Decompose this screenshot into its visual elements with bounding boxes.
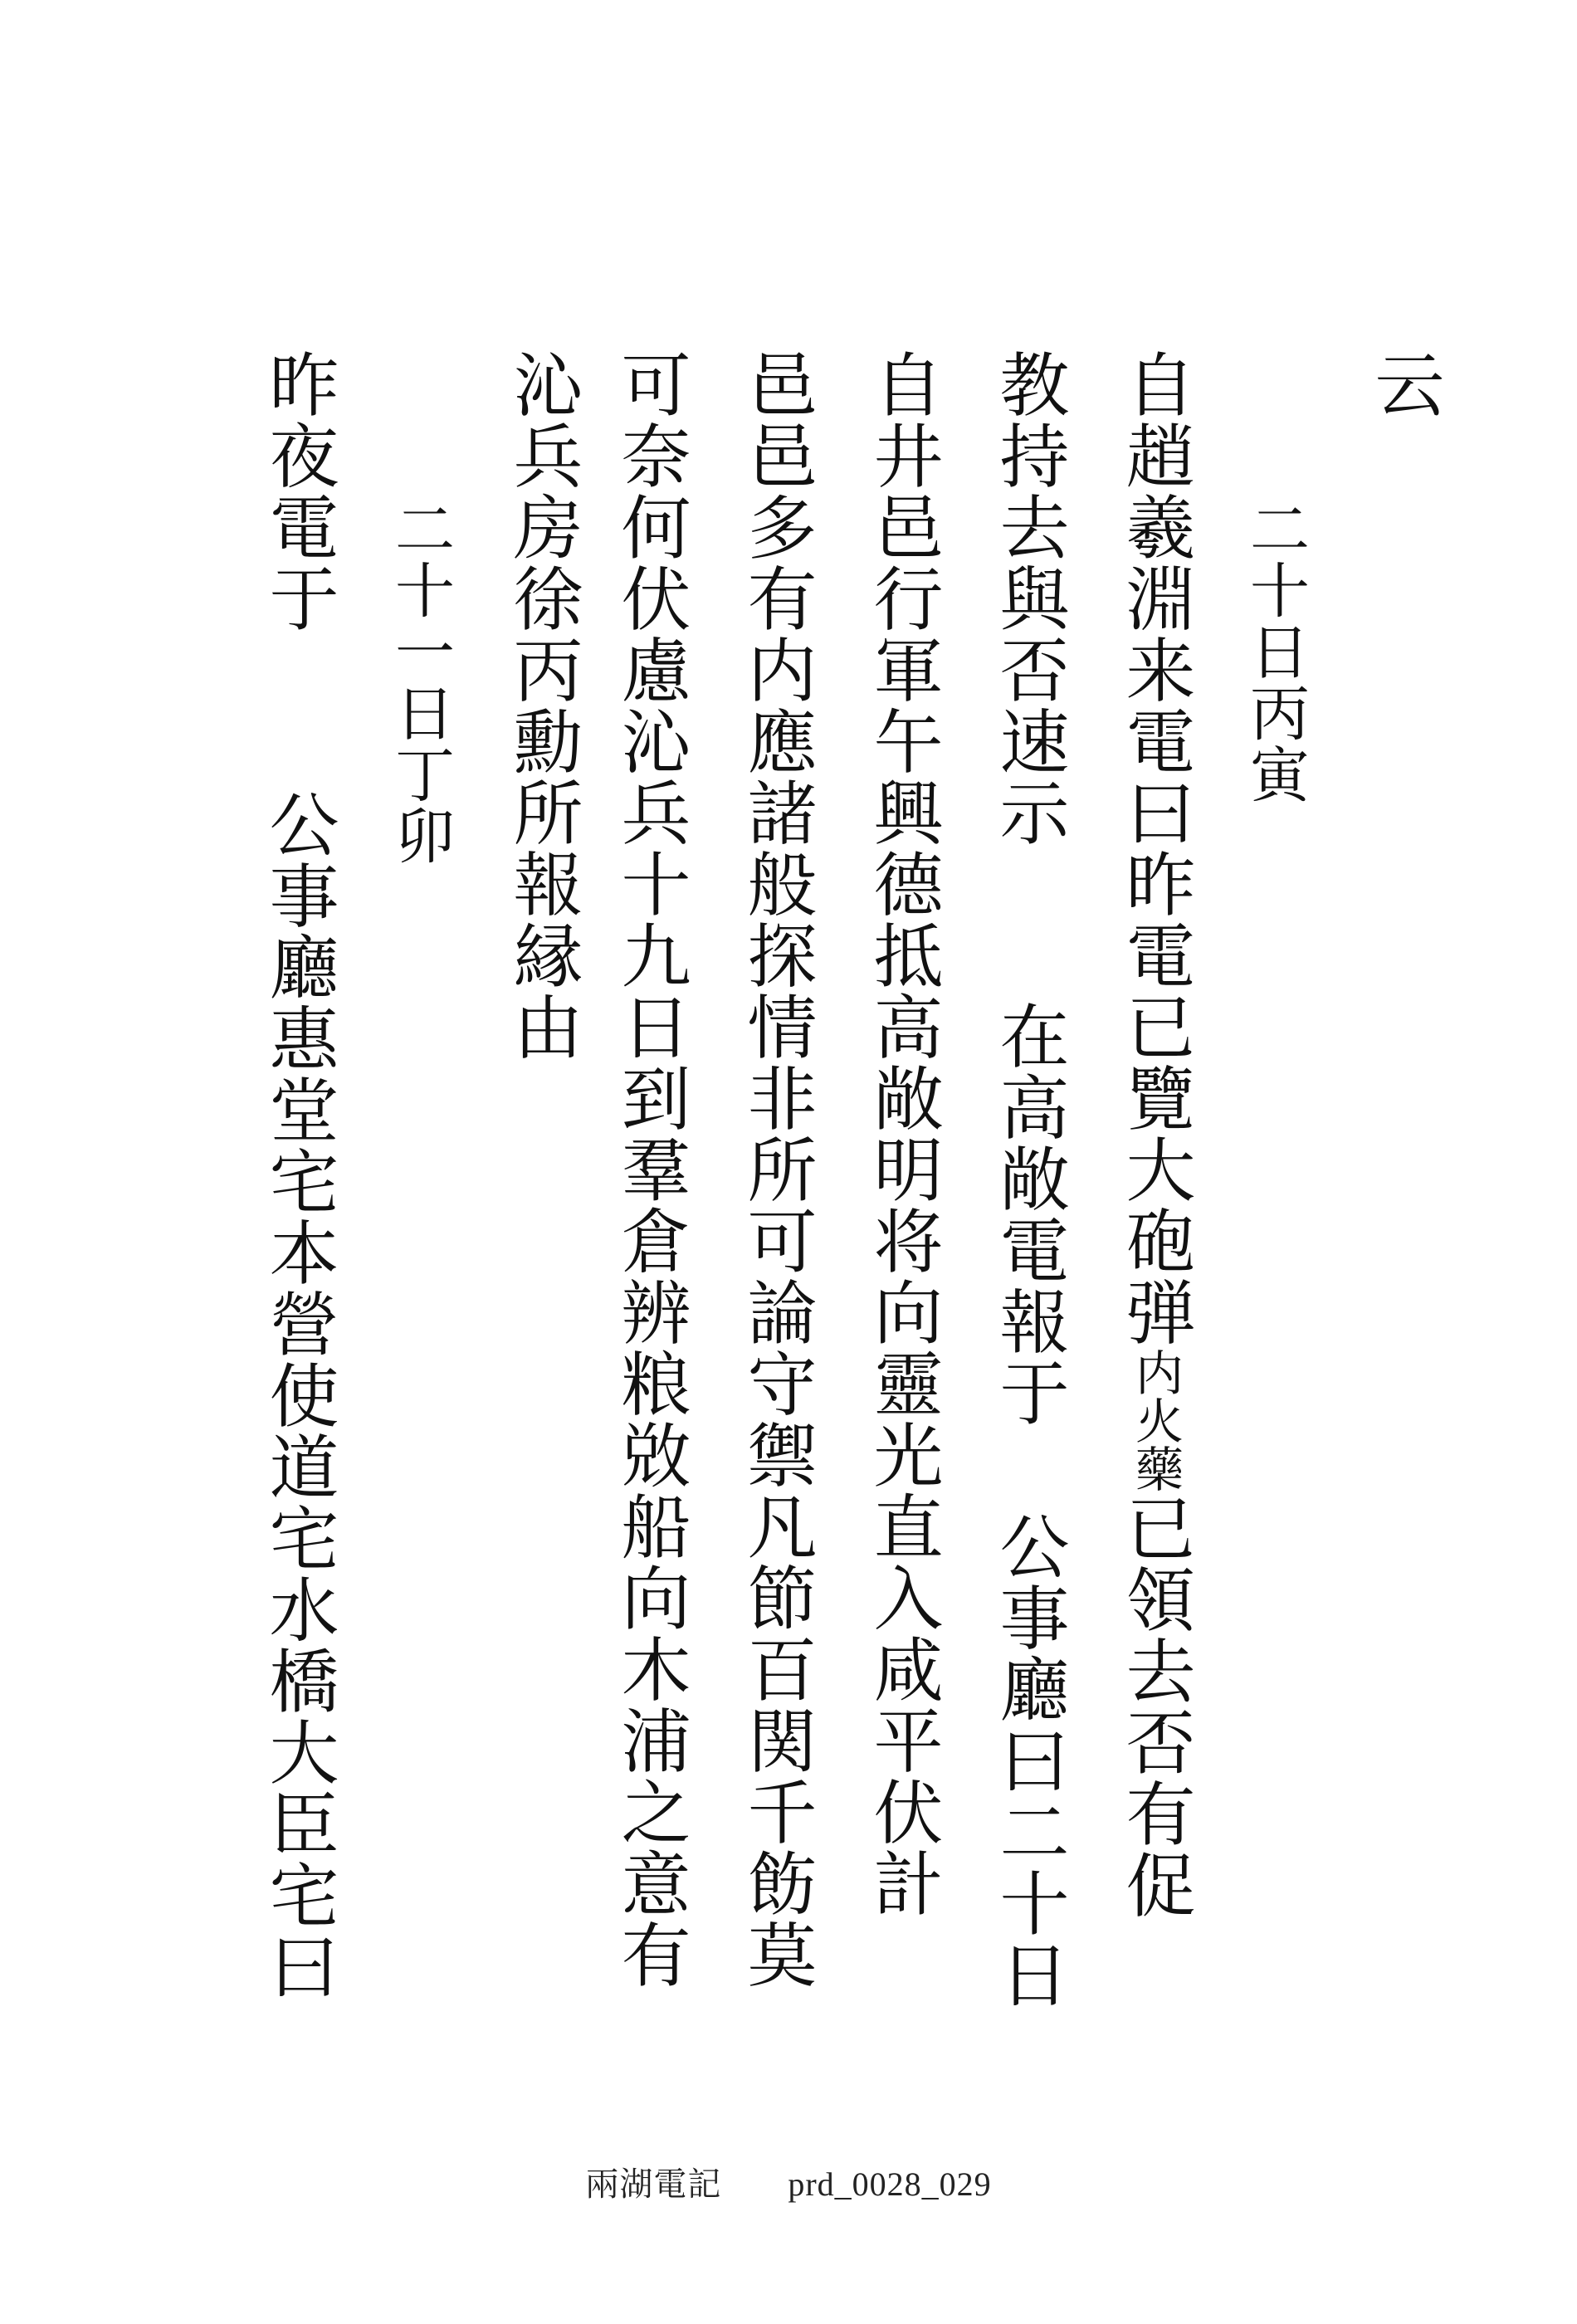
text-column-5: 自井邑行軍午興德抵高敞明将向靈光直入咸平伏計 bbox=[862, 349, 944, 1919]
footer-title: 兩湖電記 bbox=[585, 2165, 722, 2203]
text-column-7: 可奈何伏慮沁兵十九日到羣倉辨粮敚船向木浦之意有 bbox=[610, 349, 691, 1990]
text-column-10-b: 公事廳惠堂宅本營使道宅水橋大臣宅曰 bbox=[258, 788, 339, 2002]
page-footer bbox=[0, 2158, 1577, 2205]
text-column-4-part1: 教持去與否速示 bbox=[989, 349, 1070, 848]
text-column-10: 昨夜電于 bbox=[258, 349, 339, 634]
text-column-3-part2: 已領去否有促 bbox=[1115, 1492, 1196, 1921]
text-column-6: 邑邑多有内應諸般探情非所可論守禦凡節百関千飭莫 bbox=[736, 349, 818, 1990]
text-column-4 bbox=[989, 349, 1070, 848]
text-column-4-b bbox=[989, 1000, 1070, 1428]
date-heading-20th: 二十日丙寅 bbox=[1240, 498, 1310, 805]
text-column-4-part2: 在高敞電報于 bbox=[989, 1000, 1070, 1428]
text-column-8: 沁兵房徐丙勳所報縁由 bbox=[502, 349, 583, 1062]
footer-code: prd_0028_029 bbox=[788, 2165, 992, 2203]
text-column-3 bbox=[1115, 349, 1196, 1921]
text-column-1: 云 bbox=[1364, 349, 1445, 420]
text-column-5-b: 公事廳曰二十日 bbox=[989, 1511, 1070, 2010]
date-heading-21st: 二十一日丁卯 bbox=[385, 498, 455, 867]
text-column-3-part1: 自趙羲淵来電曰昨電已覽大砲弾 bbox=[1115, 349, 1196, 1348]
text-column-3-small: 内火藥 bbox=[1127, 1348, 1184, 1492]
